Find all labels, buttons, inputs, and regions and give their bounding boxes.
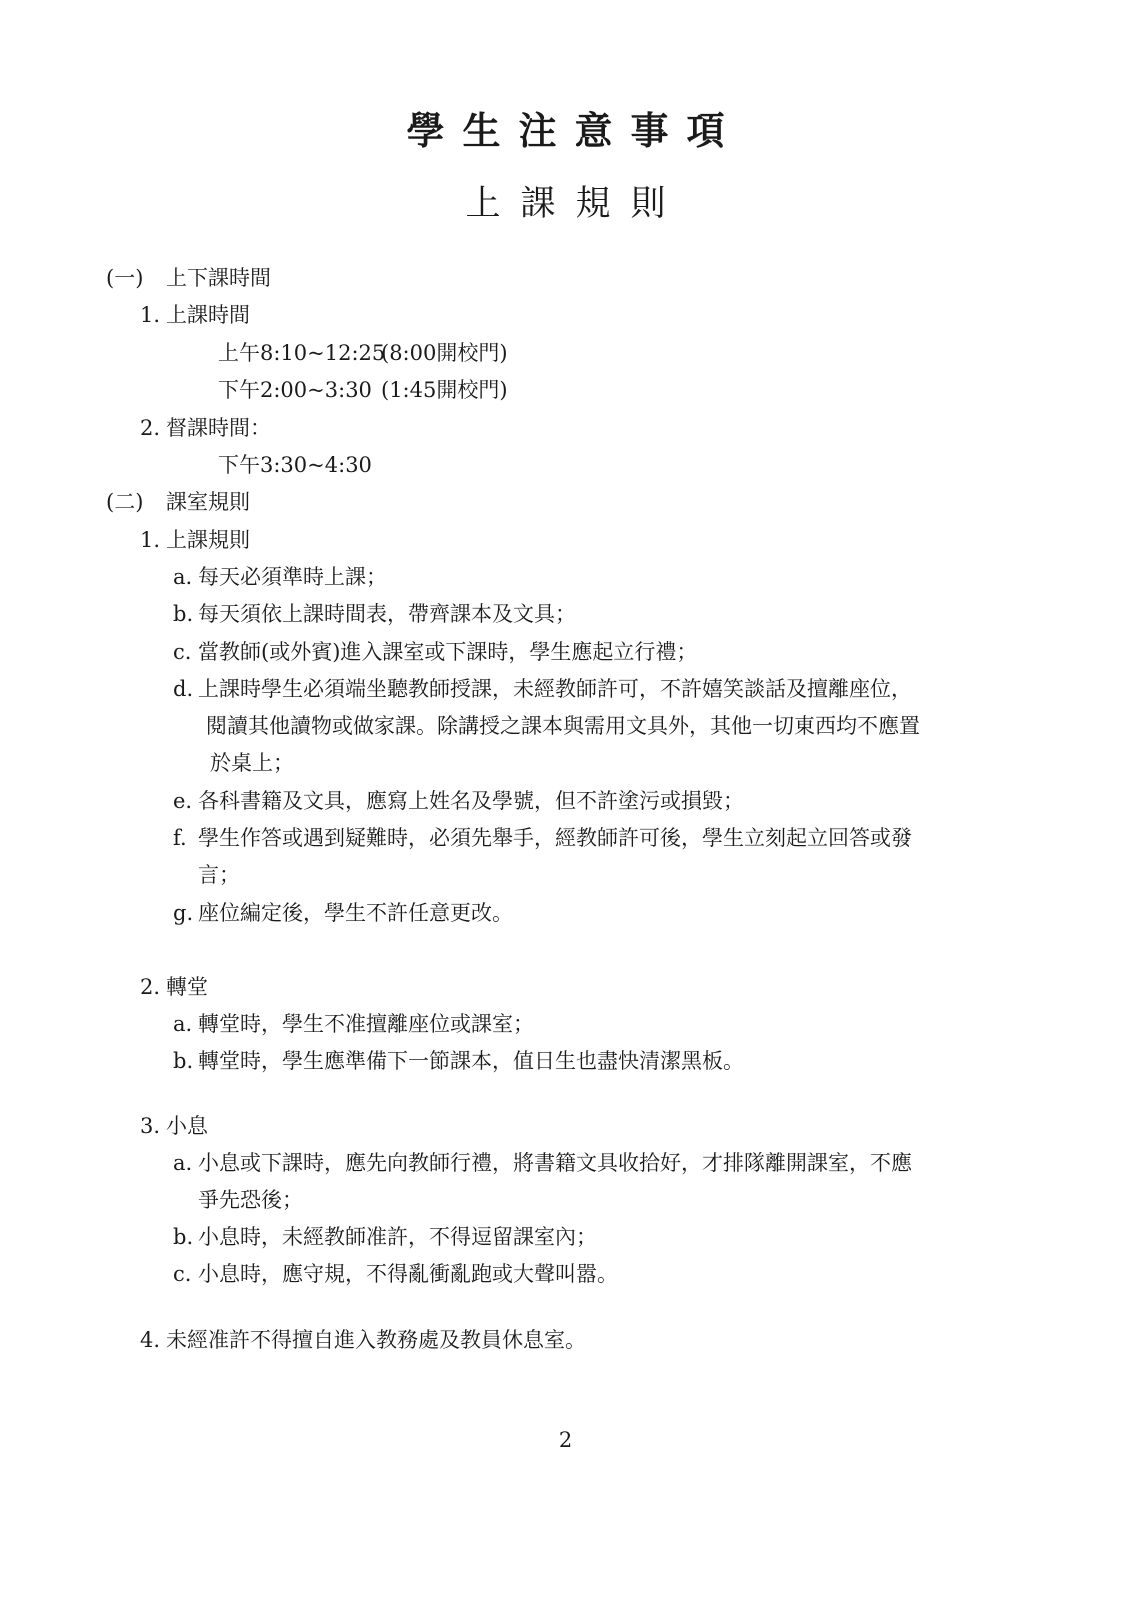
document-title: 學生注意事項 (406, 109, 743, 153)
transition-a-text: 轉堂時，學生不准擅離座位或課室； (198, 1012, 534, 1036)
section-2-title: 課室規則 (166, 490, 250, 514)
supervised-study-time: 下午3:30~4:30 (218, 453, 372, 477)
recess-b-text: 小息時，未經教師准許，不得逗留課室內； (198, 1225, 597, 1249)
sec2-item2-title: 轉堂 (166, 975, 208, 999)
rule-a-text: 每天必須準時上課； (198, 565, 387, 589)
section-1-label: (一) (106, 266, 144, 290)
transition-b-label: b. (173, 1049, 194, 1073)
rule-d-label: d. (173, 677, 194, 701)
sec2-item1-label: 1. (140, 528, 161, 552)
rule-e-label: e. (173, 789, 193, 813)
recess-c-text: 小息時，應守規，不得亂衝亂跑或大聲叫嚣。 (198, 1262, 618, 1286)
recess-a-line1: 小息或下課時，應先向教師行禮，將書籍文具收拾好，才排隊離開課室，不應 (198, 1151, 912, 1175)
document-subtitle: 上課規則 (465, 184, 686, 224)
sec2-item4-text: 未經准許不得擅自進入教務處及教員休息室。 (166, 1328, 586, 1352)
sec2-item3-label: 3. (140, 1114, 161, 1138)
transition-b-text: 轉堂時，學生應準備下一節課本，值日生也盡快清潔黑板。 (198, 1049, 744, 1073)
rule-d-line3: 於桌上； (210, 751, 294, 775)
sec2-item4-label: 4. (140, 1328, 161, 1352)
sec1-item2-title: 督課時間： (166, 416, 271, 440)
rule-d-line2: 閱讀其他讀物或做家課。除講授之課本與需用文具外，其他一切東西均不應置 (206, 714, 920, 738)
sec1-item1-label: 1. (140, 303, 161, 327)
section-1-title: 上下課時間 (166, 266, 271, 290)
rule-c-label: c. (173, 640, 192, 664)
transition-a-label: a. (173, 1012, 193, 1036)
sec2-item3-title: 小息 (166, 1114, 208, 1138)
rule-g-label: g. (173, 901, 194, 925)
recess-c-label: c. (173, 1262, 192, 1286)
rule-g-text: 座位編定後，學生不許任意更改。 (198, 901, 513, 925)
rule-e-text: 各科書籍及文具，應寫上姓名及學號，但不許塗污或損毀； (198, 789, 744, 813)
rule-f-line2: 言； (198, 863, 240, 887)
am-gate-note: (8:00開校門) (381, 341, 508, 365)
recess-a-label: a. (173, 1151, 193, 1175)
page-number: 2 (558, 1428, 573, 1452)
pm-gate-note: (1:45開校門) (381, 378, 508, 402)
rule-c-text: 當教師(或外賓)進入課室或下課時，學生應起立行禮； (198, 640, 698, 664)
section-2-label: (二) (106, 490, 144, 514)
pm-class-time: 下午2:00~3:30 (218, 378, 372, 402)
rule-a-label: a. (173, 565, 193, 589)
sec1-item2-label: 2. (140, 416, 161, 440)
rule-d-line1: 上課時學生必須端坐聽教師授課，未經教師許可，不許嬉笑談話及擅離座位， (198, 677, 912, 701)
sec1-item1-title: 上課時間 (166, 303, 250, 327)
recess-b-label: b. (173, 1225, 194, 1249)
recess-a-line2: 爭先恐後； (198, 1188, 303, 1212)
rule-f-label: f. (173, 826, 187, 850)
rule-f-line1: 學生作答或遇到疑難時，必須先舉手，經教師許可後，學生立刻起立回答或發 (198, 826, 912, 850)
am-class-time: 上午8:10~12:25 (218, 341, 386, 365)
rule-b-text: 每天須依上課時間表，帶齊課本及文具； (198, 602, 576, 626)
sec2-item2-label: 2. (140, 975, 161, 999)
rule-b-label: b. (173, 602, 194, 626)
sec2-item1-title: 上課規則 (166, 528, 250, 552)
